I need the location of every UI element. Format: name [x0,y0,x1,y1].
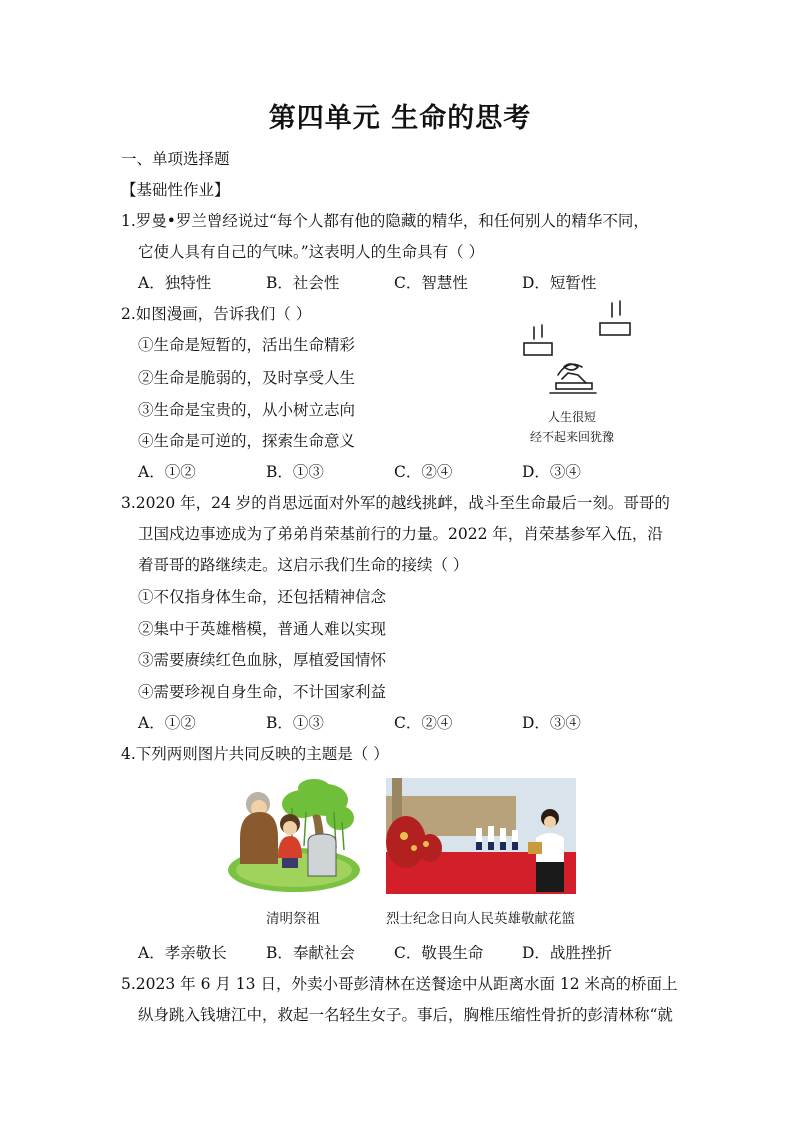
q2-item-4: ④生命是可逆的，探索生命意义 [138,432,356,450]
q3-item-1: ①不仅指身体生命，还包括精神信念 [138,588,387,606]
q2-option-a: A．①② [138,463,196,481]
q3-stem-line1: 3.2020 年，24 岁的肖思远面对外军的越线挑衅，战斗至生命最后一刻。哥哥的 [121,494,670,512]
q4-option-b: B．奉献社会 [266,944,355,962]
q2-option-b: B．①③ [266,463,324,481]
subsection-heading: 【基础性作业】 [121,181,230,199]
q1-stem-line1: 1.罗曼•罗兰曾经说过“每个人都有他的隐藏的精华，和任何别人的精华不同， [121,212,649,230]
q3-option-a: A．①② [138,714,196,732]
steps-cartoon-image [512,293,640,443]
q3-stem-line2: 卫国戍边事迹成为了弟弟肖荣基前行的力量。2022 年，肖荣基参军入伍，沿 [138,525,663,543]
q3-option-b: B．①③ [266,714,324,732]
page-title: 第四单元 生命的思考 [268,103,532,134]
cartoon-caption-line2: 经不起来回犹豫 [530,430,615,443]
martyrs-day-photo-image [386,778,576,894]
q4-stem: 4.下列两则图片共同反映的主题是（ ） [121,745,389,763]
q2-item-2: ②生命是脆弱的，及时享受人生 [138,369,356,387]
q3-option-d: D．③④ [522,714,581,732]
q1-option-c: C．智慧性 [394,274,468,292]
q5-stem-line1: 5.2023 年 6 月 13 日，外卖小哥彭清林在送餐途中从距离水面 12 米高的桥面上 [121,975,678,993]
section-heading: 一、单项选择题 [121,150,230,168]
q3-item-4: ④需要珍视自身生命，不计国家利益 [138,683,387,701]
q1-option-b: B．社会性 [266,274,340,292]
q4-option-c: C．敬畏生命 [394,944,484,962]
q3-stem-line3: 着哥哥的路继续走。这启示我们生命的接续（ ） [138,556,469,574]
q2-option-c: C．②④ [394,463,453,481]
q3-option-c: C．②④ [394,714,453,732]
q4-option-a: A．孝亲敬长 [138,944,227,962]
cartoon-caption-line1: 人生很短 [548,410,597,424]
q1-option-a: A．独特性 [138,274,212,292]
q1-stem-line2: 它使人具有自己的气味。”这表明人的生命具有（ ） [138,243,485,261]
caption-qingming: 清明祭祖 [266,911,320,927]
q3-item-3: ③需要赓续红色血脉，厚植爱国情怀 [138,651,387,669]
q2-stem: 2.如图漫画，告诉我们（ ） [121,305,312,323]
q4-option-d: D．战胜挫折 [522,944,612,962]
q1-option-d: D．短暂性 [522,274,597,292]
q3-item-2: ②集中于英雄楷模，普通人难以实现 [138,620,387,638]
caption-martyrs-day: 烈士纪念日向人民英雄敬献花篮 [386,911,575,927]
qingming-cartoon-image [222,778,362,894]
q2-item-3: ③生命是宝贵的，从小树立志向 [138,401,356,419]
q2-item-1: ①生命是短暂的，活出生命精彩 [138,336,356,354]
q5-stem-line2: 纵身跳入钱塘江中，救起一名轻生女子。事后，胸椎压缩性骨折的彭清林称“就 [138,1006,673,1024]
q2-option-d: D．③④ [522,463,581,481]
